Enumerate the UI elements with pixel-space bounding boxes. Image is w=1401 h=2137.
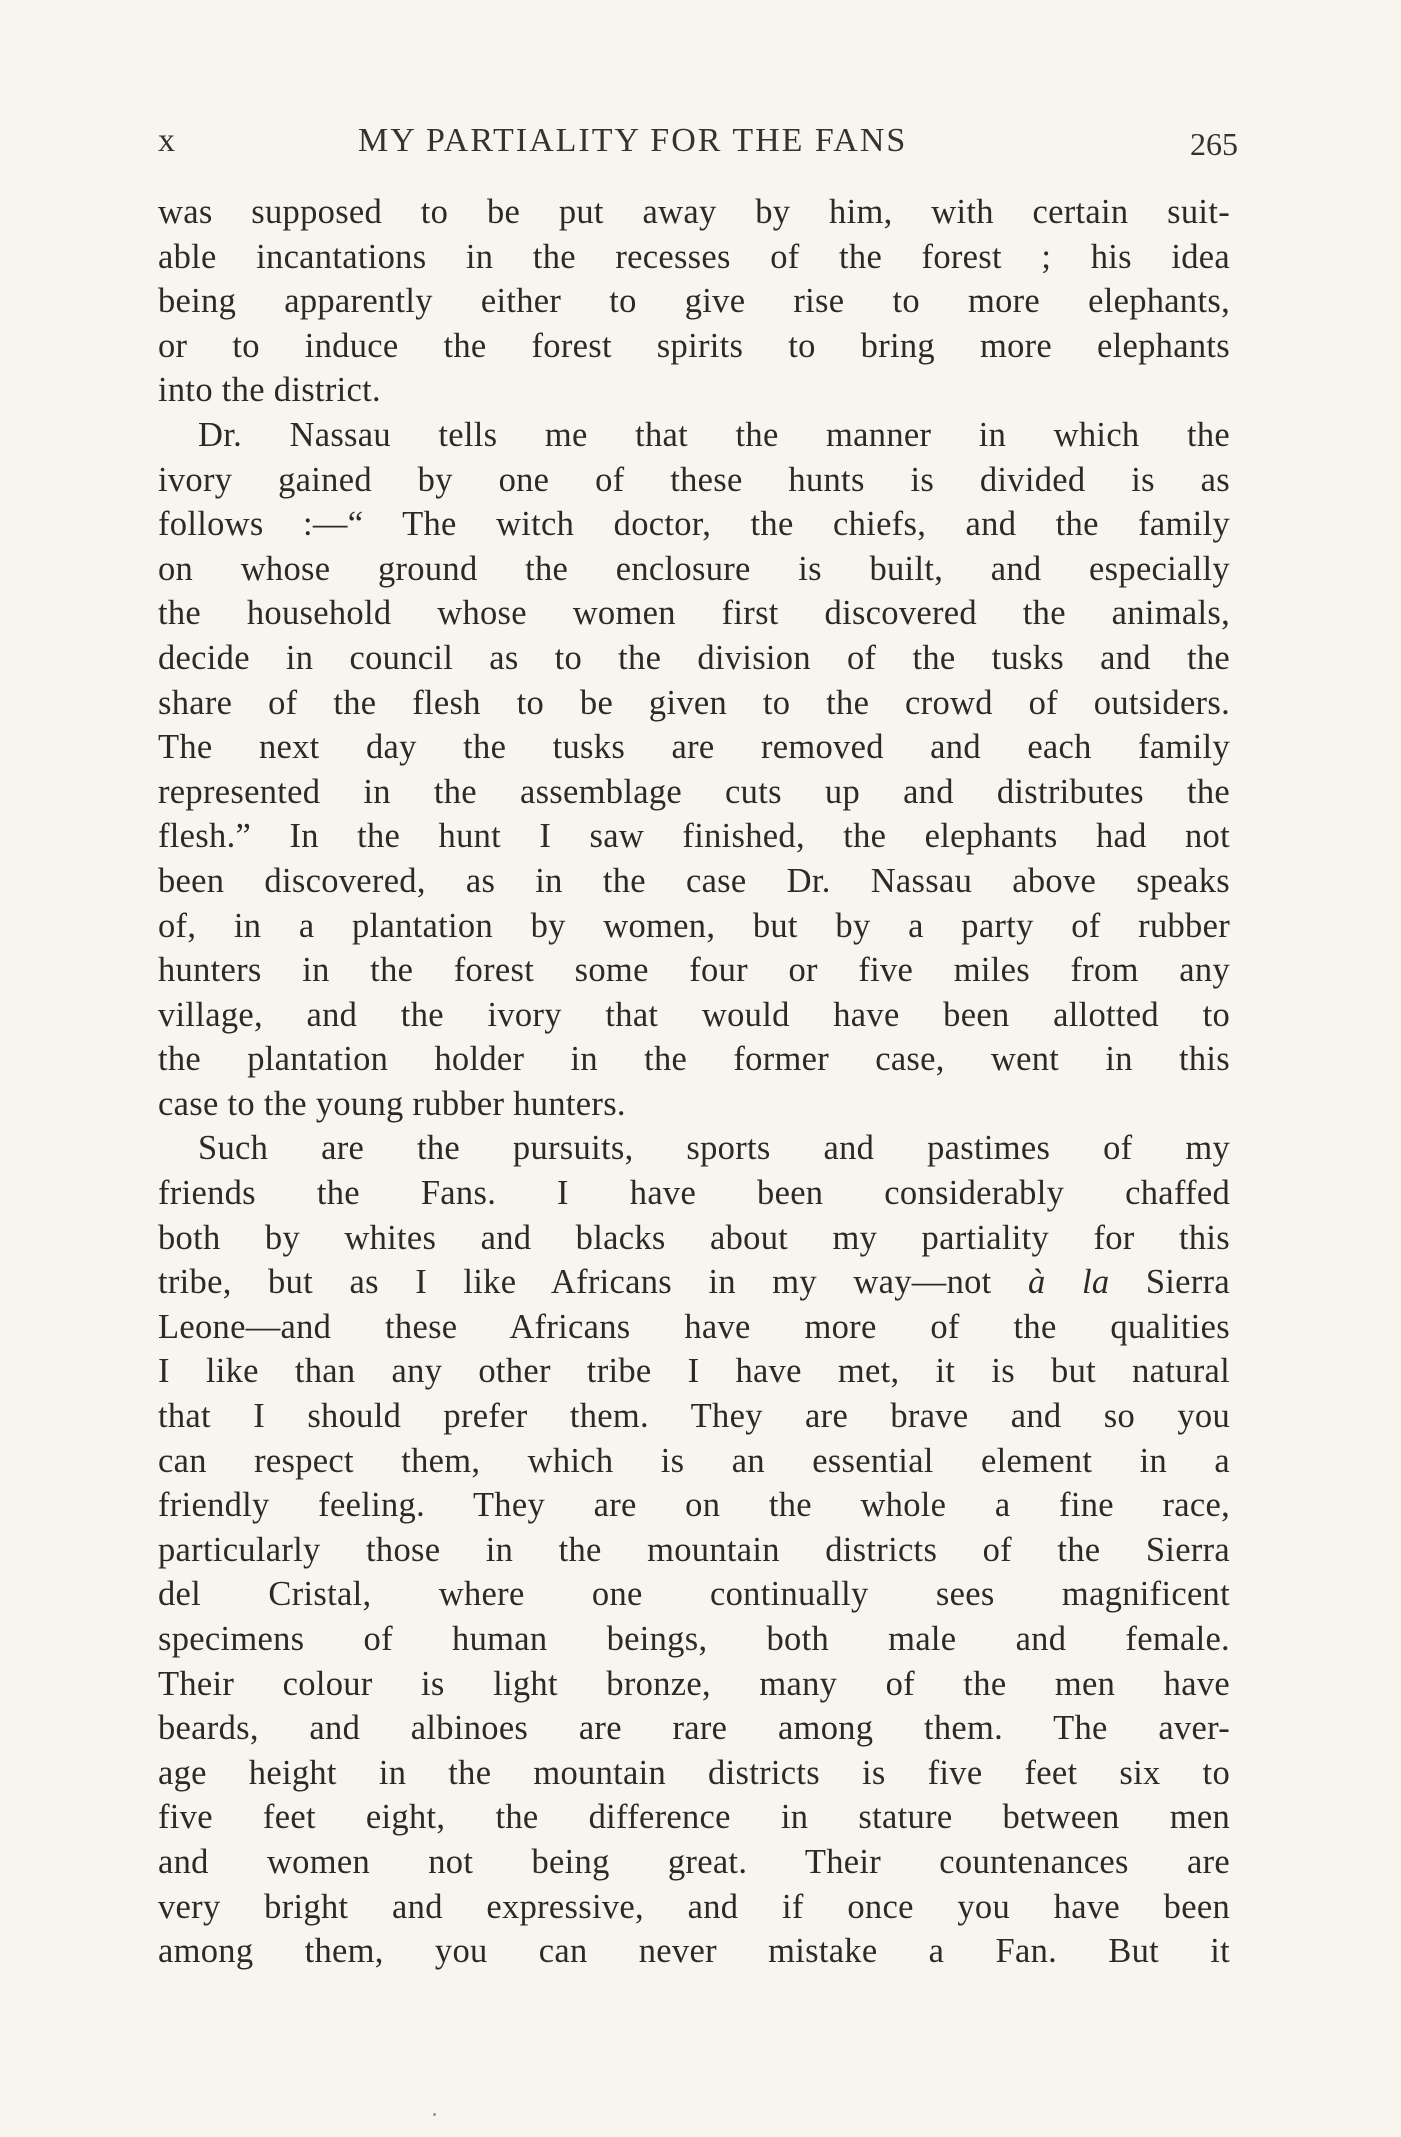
text-line: or to induce the forest spirits to bring more elephants	[158, 326, 1230, 365]
text-line: on whose ground the enclosure is built, and especially	[158, 549, 1230, 588]
body-text	[158, 190, 1230, 1974]
chapter-number: x	[158, 122, 177, 159]
text-line: specimens of human beings, both male and female.	[158, 1620, 1230, 1658]
text-segment: tribe, but as I like Africans in my way—not	[158, 1263, 992, 1302]
running-title: MY PARTIALITY FOR THE FANS	[358, 122, 908, 159]
text-line: age height in the mountain districts is five feet six to	[158, 1753, 1230, 1792]
text-line: been discovered, as in the case Dr. Nassau above speaks	[158, 861, 1230, 900]
text-line: the household whose women first discovered the animals,	[158, 594, 1230, 633]
text-line: friendly feeling. They are on the whole a fine race,	[158, 1486, 1230, 1525]
text-line: del Cristal, where one continually sees magnificent	[158, 1575, 1230, 1614]
text-line: I like than any other tribe I have met, it is but natural	[158, 1352, 1230, 1391]
text-line: share of the flesh to be given to the crowd of outsiders.	[158, 683, 1230, 722]
text-line: very bright and expressive, and if once you have been	[158, 1887, 1230, 1926]
text-line: decide in council as to the division of the tusks and the	[158, 638, 1230, 677]
text-line: of, in a plantation by women, but by a party of rubber	[158, 906, 1230, 945]
text-line: ivory gained by one of these hunts is divided is as	[158, 460, 1230, 499]
text-line: both by whites and blacks about my partiality for this	[158, 1218, 1230, 1257]
text-line: hunters in the forest some four or five miles from any	[158, 951, 1230, 990]
text-line: able incantations in the recesses of the forest ; his idea	[158, 237, 1230, 276]
paper-speck	[433, 2113, 436, 2116]
text-line-with-italic	[158, 1260, 1230, 1305]
text-line: into the district.	[158, 371, 381, 410]
text-line: Such are the pursuits, sports and pastimes of my	[198, 1129, 1230, 1168]
text-line: village, and the ivory that would have been allotted to	[158, 995, 1230, 1034]
italic-phrase: à la	[1027, 1263, 1110, 1302]
text-line: represented in the assemblage cuts up and distributes the	[158, 772, 1230, 811]
text-segment: Sierra	[1145, 1263, 1230, 1302]
text-line: the plantation holder in the former case, went in this	[158, 1040, 1230, 1079]
text-line: friends the Fans. I have been considerably chaffed	[158, 1174, 1230, 1213]
text-line: Their colour is light bronze, many of the men have	[158, 1664, 1230, 1703]
text-line: The next day the tusks are removed and each family	[158, 728, 1230, 767]
text-line: was supposed to be put away by him, with certain suit-	[158, 193, 1230, 231]
text-line: Leone—and these Africans have more of the qualities	[158, 1307, 1230, 1346]
text-line: beards, and albinoes are rare among them. The aver-	[158, 1709, 1230, 1748]
text-line: flesh.” In the hunt I saw finished, the elephants had not	[158, 817, 1230, 856]
running-head	[158, 122, 1238, 172]
text-line: that I should prefer them. They are brave and so you	[158, 1397, 1230, 1436]
text-line: case to the young rubber hunters.	[158, 1084, 626, 1123]
text-line: particularly those in the mountain districts of the Sierra	[158, 1530, 1230, 1569]
text-line: and women not being great. Their countenances are	[158, 1842, 1230, 1881]
text-line: being apparently either to give rise to more elephants,	[158, 282, 1230, 321]
text-line: Dr. Nassau tells me that the manner in which the	[198, 415, 1230, 454]
text-line: follows :—“ The witch doctor, the chiefs, and the family	[158, 505, 1230, 544]
text-line: among them, you can never mistake a Fan. But it	[158, 1932, 1230, 1971]
text-line: five feet eight, the difference in stature between men	[158, 1798, 1230, 1837]
text-line: can respect them, which is an essential element in a	[158, 1441, 1230, 1480]
page-number: 265	[1190, 126, 1238, 162]
